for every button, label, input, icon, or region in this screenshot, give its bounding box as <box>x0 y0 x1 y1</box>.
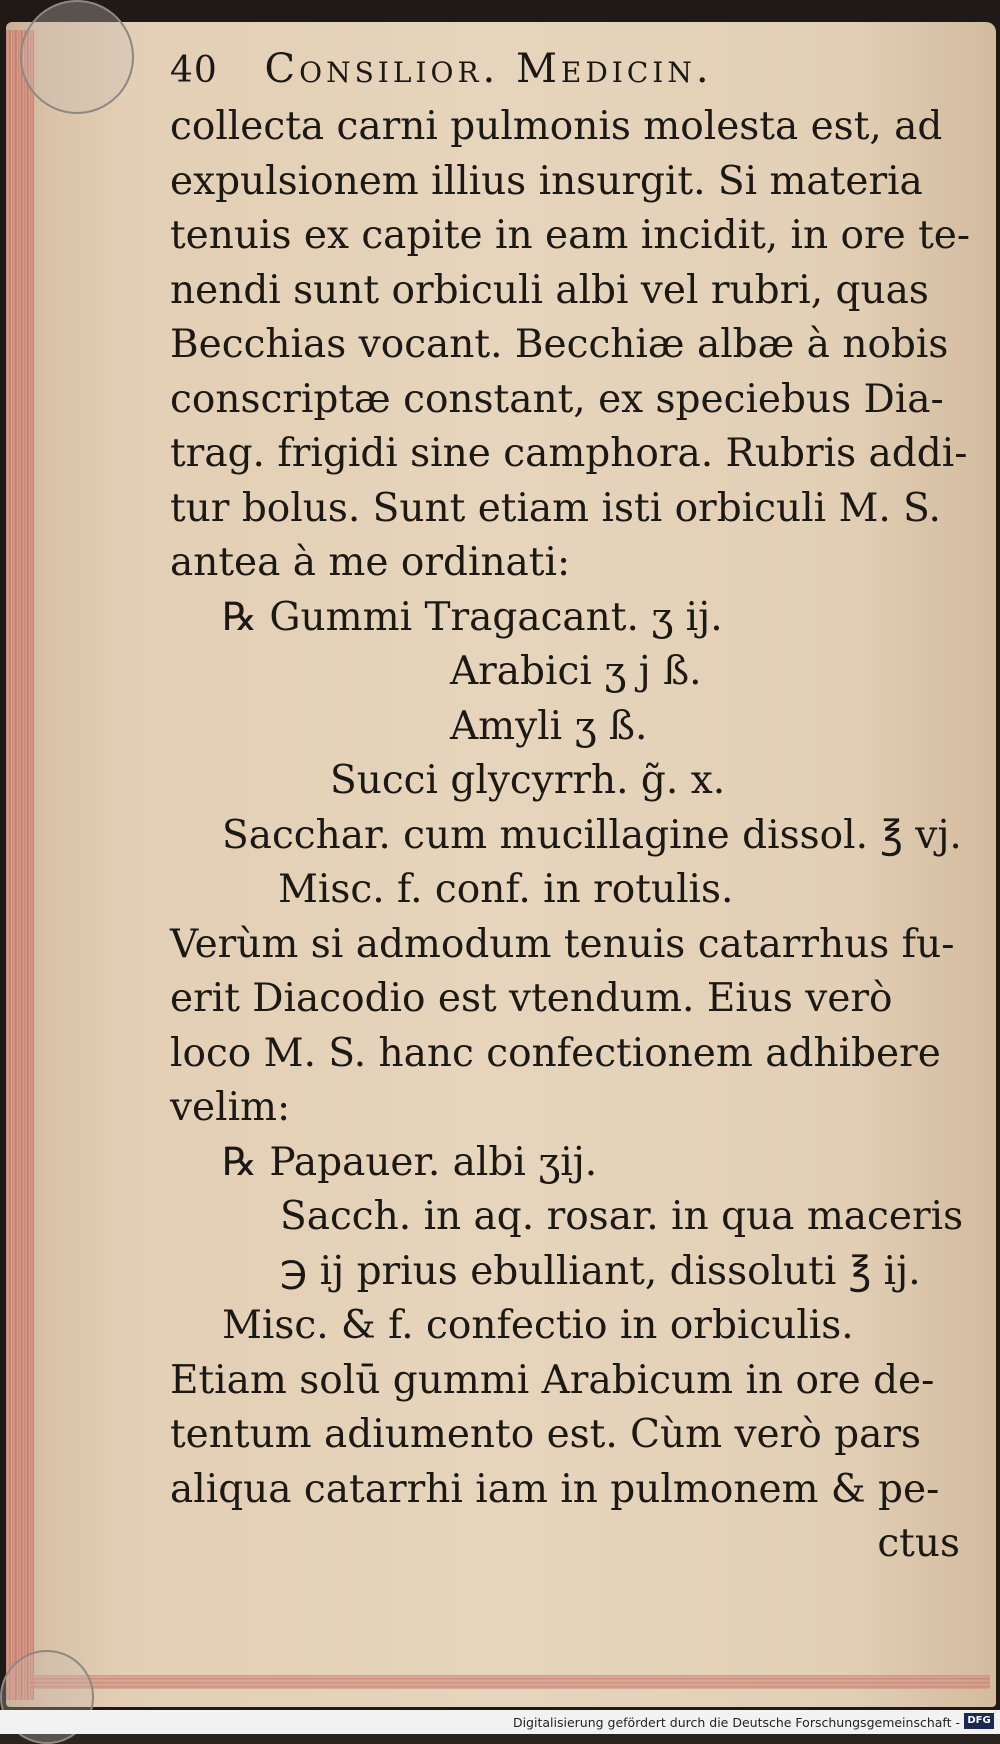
footer-credit: Digitalisierung gefördert durch die Deutsche Forschungsgemeinschaft - <box>512 1715 960 1730</box>
text-line: Etiam solū gummi Arabicum in ore de- <box>170 1357 935 1403</box>
text-line: tenuis ex capite in eam incidit, in ore te- <box>170 213 971 258</box>
text-line: velim: <box>170 1085 291 1130</box>
recipe-line: ℞ Papauer. albi ʒij. <box>222 1139 598 1185</box>
text-line: Becchias vocant. Becchiæ albæ à nobis <box>170 322 949 367</box>
recipe-line: Amyli ʒ ß. <box>450 703 648 749</box>
text-line: tur bolus. Sunt etiam isti orbiculi M. S. <box>170 485 941 531</box>
scanner-clip-top <box>20 0 134 114</box>
text-line: collecta carni pulmonis molesta est, ad <box>170 104 943 149</box>
text-line: Verùm si admodum tenuis catarrhus fu- <box>170 921 955 967</box>
page-number: 40 <box>170 50 218 91</box>
recipe-line: ℈ ij prius ebulliant, dissoluti ℥ ij. <box>280 1248 921 1294</box>
dfg-logo: DFG <box>964 1713 994 1729</box>
recipe-line: Misc. f. conf. in rotulis. <box>278 867 734 912</box>
page-text <box>170 38 971 1572</box>
text-line: expulsionem illius insurgit. Si materia <box>170 158 923 204</box>
text-line: nendi sunt orbiculi albi vel rubri, quas <box>170 267 929 313</box>
text-line: aliqua catarrhi iam in pulmonem & pe- <box>170 1466 940 1512</box>
catchword: ctus <box>877 1521 960 1566</box>
recipe-line: Misc. & f. confectio in orbiculis. <box>222 1303 854 1348</box>
bottom-page-edge <box>30 1675 990 1689</box>
page-edge-stack <box>6 30 34 1700</box>
recipe-line: Succi glycyrrh. g̃. x. <box>330 758 726 803</box>
text-line: conscriptæ constant, ex speciebus Dia- <box>170 376 944 422</box>
text-line: erit Diacodio est vtendum. Eius verò <box>170 976 893 1021</box>
running-title: Consilior. Medicin. <box>264 46 713 92</box>
running-header <box>170 38 960 100</box>
text-line: trag. frigidi sine camphora. Rubris addi- <box>170 431 968 476</box>
digitization-footer <box>0 1710 1000 1734</box>
recipe-line: Arabici ʒ j ß. <box>450 649 702 694</box>
recipe-line: ℞ Gummi Tragacant. ʒ ij. <box>222 594 723 640</box>
text-line: loco M. S. hanc confectionem adhibere <box>170 1030 941 1076</box>
recipe-line: Sacchar. cum mucillagine dissol. ℥ vj. <box>222 812 962 858</box>
recipe-line: Sacch. in aq. rosar. in qua maceris <box>280 1194 964 1239</box>
text-line: antea à me ordinati: <box>170 540 571 585</box>
text-line: tentum adiumento est. Cùm verò pars <box>170 1412 921 1457</box>
